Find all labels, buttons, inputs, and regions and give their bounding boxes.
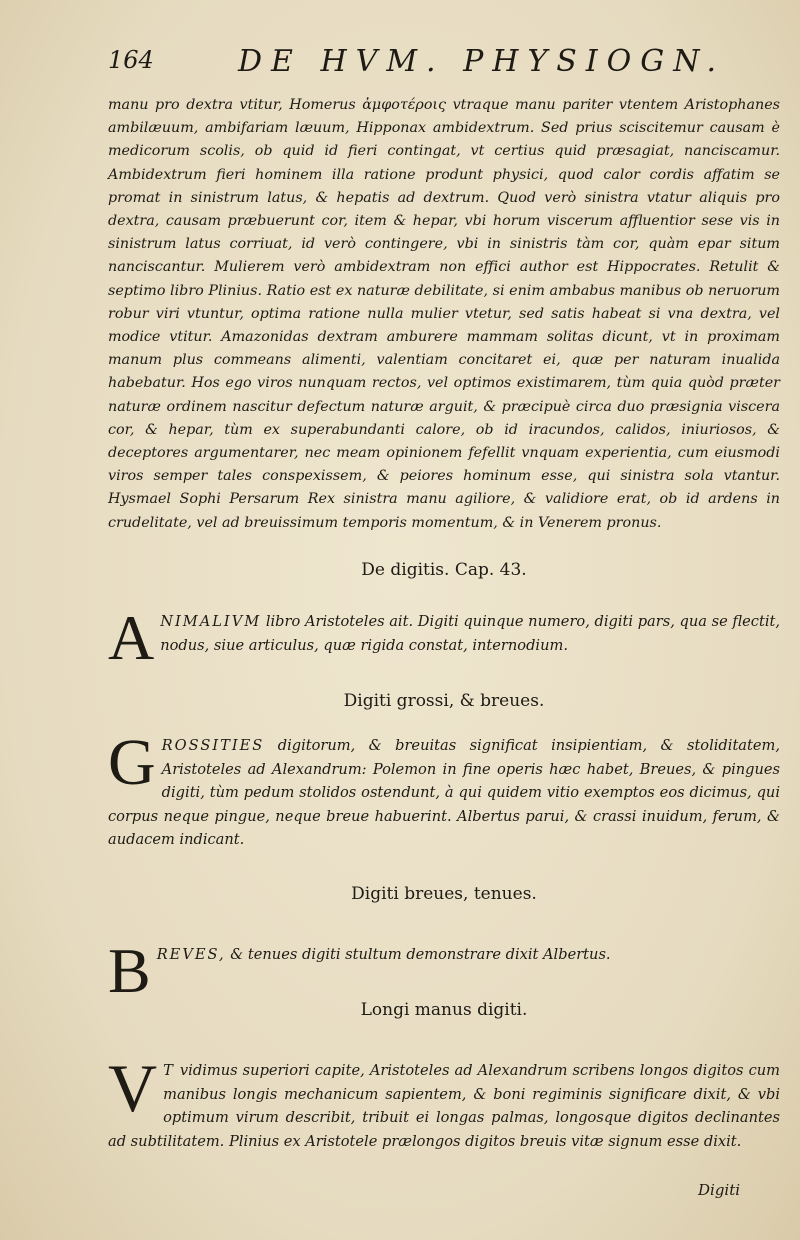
running-title: DE HVM. PHYSIOGN.	[238, 44, 726, 79]
section-heading: Longi manus digiti.	[360, 1000, 528, 1020]
drop-cap: V	[108, 1050, 158, 1126]
section-body: & tenues digiti stultum demonstrare dixit Albertus.	[225, 946, 611, 963]
drop-cap: A	[108, 602, 155, 673]
page-number: 164	[108, 46, 154, 74]
section-heading: Digiti grossi, & breues.	[343, 691, 545, 711]
running-head	[108, 44, 726, 84]
lead-word: T	[163, 1062, 175, 1079]
lead-word: NIMALIVM	[160, 613, 262, 630]
chapter-heading: De digitis. Cap. 43.	[361, 560, 527, 580]
section-grossi	[108, 726, 780, 852]
section-longi	[108, 1050, 780, 1153]
section-body: libro Aristoteles ait. Digiti quinque numero, digiti pars, qua se flectit, nodus, siue articulus, quæ rigida constat, internodium.	[160, 613, 780, 654]
intro-paragraph	[108, 94, 780, 535]
section-text	[108, 1050, 780, 1153]
lead-word: ROSSITIES	[161, 737, 265, 754]
drop-cap: G	[108, 726, 156, 799]
section-heading: Digiti breues, tenues.	[351, 884, 537, 904]
catchword: Digiti	[698, 1181, 741, 1199]
section-body: digitorum, & breuitas significat insipientiam, & stoliditatem, Aristoteles ad Alexandrum: Polemon in fine operis hæc habet, Breues, & pingues digiti, tùm pedum stolidos ostendunt, à qui quidem vitio exemptos eos dicimus, qui corpus neque pingue, neque breue habuerint. Albertus parui, & crassi inuidum, ferum, & audacem indicant.	[108, 737, 780, 849]
section-digitis	[108, 602, 780, 673]
intro-text: manu pro dextra vtitur, Homerus ἀμφοτέροις vtraque manu pariter vtentem Aristophanes ambilæuum, ambifariam læuum, Hipponax ambidextrum. Sed prius sciscitemur causam è medicorum scolis, ob quid id fieri contingat, vt certius quid præsagiat, nanciscamur. Ambidextrum fieri hominem illa ratione produnt physici, quod calor cordis affatim se promat in sinistrum latus, & hepatis ad dextrum. Quod verò sinistra vtatur aliquis pro dextra, causam præbuerunt cor, item & hepar, vbi horum viscerum affluentior sese vis in sinistrum latus corriuat, id verò contingere, vbi in sinistris tàm cor, quàm epar situm nanciscantur. Mulierem verò ambidextram non effici author est Hippocrates. Retulit & septimo libro Plinius. Ratio est ex naturæ debilitate, si enim ambabus manibus ob neruorum robur viri vtuntur, optima ratione nulla mulier vtetur, sed satis habeat si vna dextra, vel modice vtitur. Amazonidas dextram amburere mammam solitas dicunt, vt in proximam manum plus commeans alimenti, valentiam concitaret ei, quæ per naturam inualida habebatur. Hos ego viros nunquam rectos, vel optimos existimarem, tùm quia quòd præter naturæ ordinem nascitur defectum naturæ arguit, & præcipuè circa duo præsignia viscera cor, & hepar, tùm ex superabundanti calore, ob id iracundos, calidos, iniuriosos, & deceptores argumentarer, nec meam opinionem fefellit vnquam experientia, cum eiusmodi viros semper tales conspexissem, & peiores hominum esse, qui sinistra sola vtantur. Hysmael Sophi Persarum Rex sinistra manu agiliore, & validiore erat, ob id ardens in crudelitate, vel ad breuissimum temporis momentum, & in Venerem pronus.	[108, 97, 780, 531]
section-text	[108, 726, 780, 852]
section-text	[108, 610, 780, 657]
section-text	[108, 943, 780, 967]
drop-cap: B	[108, 935, 151, 1006]
section-breues	[108, 935, 780, 1006]
section-body: vidimus superiori capite, Aristoteles ad Alexandrum scribens longos digitos cum manibus longis mechanicum sapientem, & boni regiminis significare dixit, & vbi optimum virum describit, tribuit ei longas palmas, longosque digitos declinantes ad subtilitatem. Plinius ex Aristotele prælongos digitos breuis vitæ signum esse dixit.	[108, 1062, 780, 1150]
lead-word: REVES,	[156, 946, 226, 963]
